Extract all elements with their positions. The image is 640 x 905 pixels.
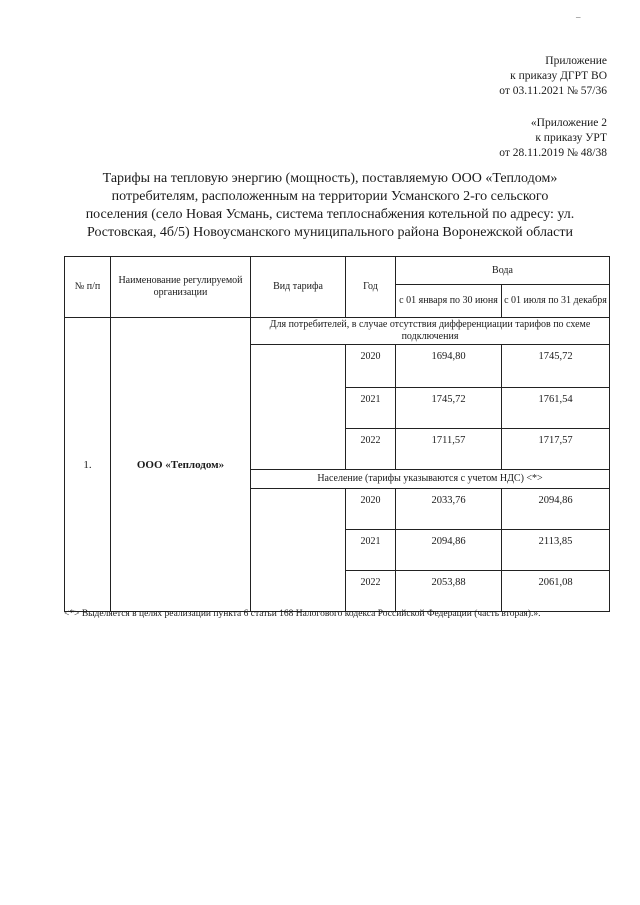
row-number: 1. xyxy=(65,318,111,612)
header-year: Год xyxy=(346,257,396,318)
appendix-line: Приложение xyxy=(545,55,607,67)
value-cell: 1745,72 xyxy=(502,345,610,388)
group-label: Для потребителей, в случае отсутствия дифференциации тарифов по схеме подключения xyxy=(251,318,610,345)
value-cell: 1717,57 xyxy=(502,429,610,470)
organization-name: ООО «Теплодом» xyxy=(111,318,251,612)
table-header-row xyxy=(65,257,610,285)
appendix-line: «Приложение 2 xyxy=(530,117,607,129)
value-cell: 2094,86 xyxy=(396,530,502,571)
header-period-1: с 01 января по 30 июня xyxy=(396,285,502,318)
header-organization: Наименование регулируемой организации xyxy=(111,257,251,318)
appendix-line: от 28.11.2019 № 48/38 xyxy=(499,147,607,159)
year-cell: 2021 xyxy=(346,388,396,429)
title-line: потребителям, расположенным на территории Усманского 2-го сельского xyxy=(111,189,549,204)
year-cell: 2021 xyxy=(346,530,396,571)
year-cell: 2022 xyxy=(346,429,396,470)
value-cell: 1745,72 xyxy=(396,388,502,429)
header-water: Вода xyxy=(396,257,610,285)
group-label: Население (тарифы указываются с учетом НДС) <*> xyxy=(251,470,610,489)
value-cell: 2094,86 xyxy=(502,489,610,530)
footnote: <*> Выделяется в целях реализации пункта 6 статьи 168 Налогового кодекса Российской Федерации (часть вторая).». xyxy=(64,609,541,619)
value-cell: 1711,57 xyxy=(396,429,502,470)
document-title xyxy=(55,170,605,242)
value-cell: 2033,76 xyxy=(396,489,502,530)
title-line: Ростовская, 4б/5) Новоусманского муниципального района Воронежской области xyxy=(87,225,573,240)
title-line: Тарифы на тепловую энергию (мощность), поставляемую ООО «Теплодом» xyxy=(102,171,558,186)
year-cell: 2022 xyxy=(346,571,396,612)
title-line: поселения (село Новая Усмань, система теплоснабжения котельной по адресу: ул. xyxy=(85,207,575,222)
year-cell: 2020 xyxy=(346,489,396,530)
appendix-header-current xyxy=(499,54,607,99)
appendix-line: от 03.11.2021 № 57/36 xyxy=(499,85,607,97)
header-row-number: № п/п xyxy=(65,257,111,318)
tariff-type-cell xyxy=(251,489,346,612)
value-cell: 2061,08 xyxy=(502,571,610,612)
value-cell: 2113,85 xyxy=(502,530,610,571)
year-cell: 2020 xyxy=(346,345,396,388)
appendix-line: к приказу УРТ xyxy=(535,132,607,144)
table-row xyxy=(65,318,610,345)
appendix-line: к приказу ДГРТ ВО xyxy=(510,70,607,82)
tariff-table xyxy=(64,256,610,612)
value-cell: 2053,88 xyxy=(396,571,502,612)
value-cell: 1694,80 xyxy=(396,345,502,388)
tariff-type-cell xyxy=(251,345,346,470)
header-period-2: с 01 июля по 31 декабря xyxy=(502,285,610,318)
corner-mark: – xyxy=(576,12,581,22)
value-cell: 1761,54 xyxy=(502,388,610,429)
appendix-header-original xyxy=(499,116,607,161)
header-tariff-type: Вид тарифа xyxy=(251,257,346,318)
